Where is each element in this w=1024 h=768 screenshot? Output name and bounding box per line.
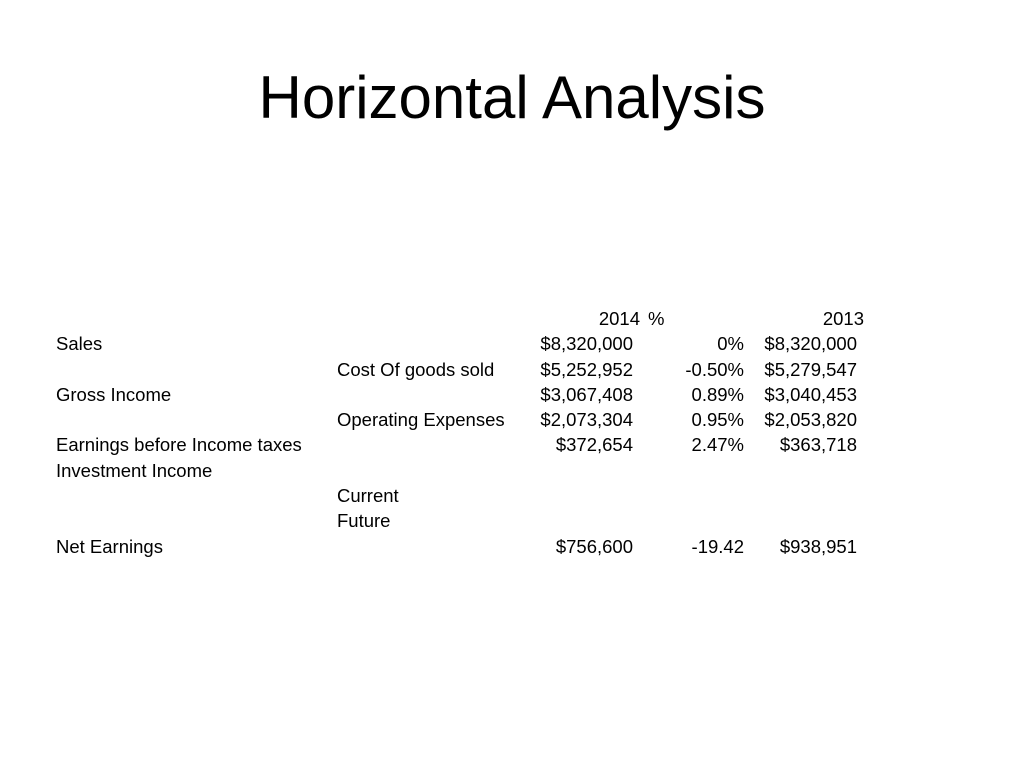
row-percent: 0.95% (691, 409, 744, 431)
row-value-2014: $8,320,000 (540, 333, 633, 355)
row-label: Sales (56, 333, 103, 355)
header-2013: 2013 (822, 308, 864, 329)
table-row (0, 382, 1024, 407)
row-value-2014: $3,067,408 (540, 383, 633, 405)
row-value-2013: $363,718 (779, 434, 857, 456)
row-sublabel: Operating Expenses (337, 409, 505, 431)
table-row (0, 407, 1024, 432)
header-percent: % (648, 308, 665, 329)
row-value-2014: $2,073,304 (540, 409, 633, 431)
row-value-2014: $5,252,952 (540, 358, 633, 380)
row-percent: -19.42 (691, 535, 744, 557)
row-value-2013: $8,320,000 (764, 333, 857, 355)
row-value-2013: $2,053,820 (764, 409, 857, 431)
row-percent: 0% (717, 333, 744, 355)
row-value-2014: $756,600 (555, 535, 633, 557)
row-label: Net Earnings (56, 535, 163, 557)
row-label: Investment Income (56, 459, 213, 481)
financial-table (0, 306, 1024, 559)
table-row (0, 432, 1024, 457)
table-row (0, 458, 1024, 483)
row-percent: 2.47% (691, 434, 744, 456)
table-row (0, 508, 1024, 533)
row-percent: 0.89% (691, 383, 744, 405)
header-2014: 2014 (598, 308, 640, 329)
row-sublabel: Cost Of goods sold (337, 358, 495, 380)
table-row (0, 357, 1024, 382)
table-header-row (0, 306, 1024, 331)
row-value-2013: $5,279,547 (764, 358, 857, 380)
row-value-2014: $372,654 (555, 434, 633, 456)
row-value-2013: $938,951 (779, 535, 857, 557)
row-label: Earnings before Income taxes (56, 434, 302, 456)
row-percent: -0.50% (685, 358, 744, 380)
table-row (0, 534, 1024, 559)
table-row (0, 331, 1024, 356)
row-sublabel: Current (337, 485, 399, 507)
row-label: Gross Income (56, 383, 172, 405)
table-row (0, 483, 1024, 508)
row-sublabel: Future (337, 510, 391, 532)
row-value-2013: $3,040,453 (764, 383, 857, 405)
slide-title: Horizontal Analysis (258, 64, 766, 131)
